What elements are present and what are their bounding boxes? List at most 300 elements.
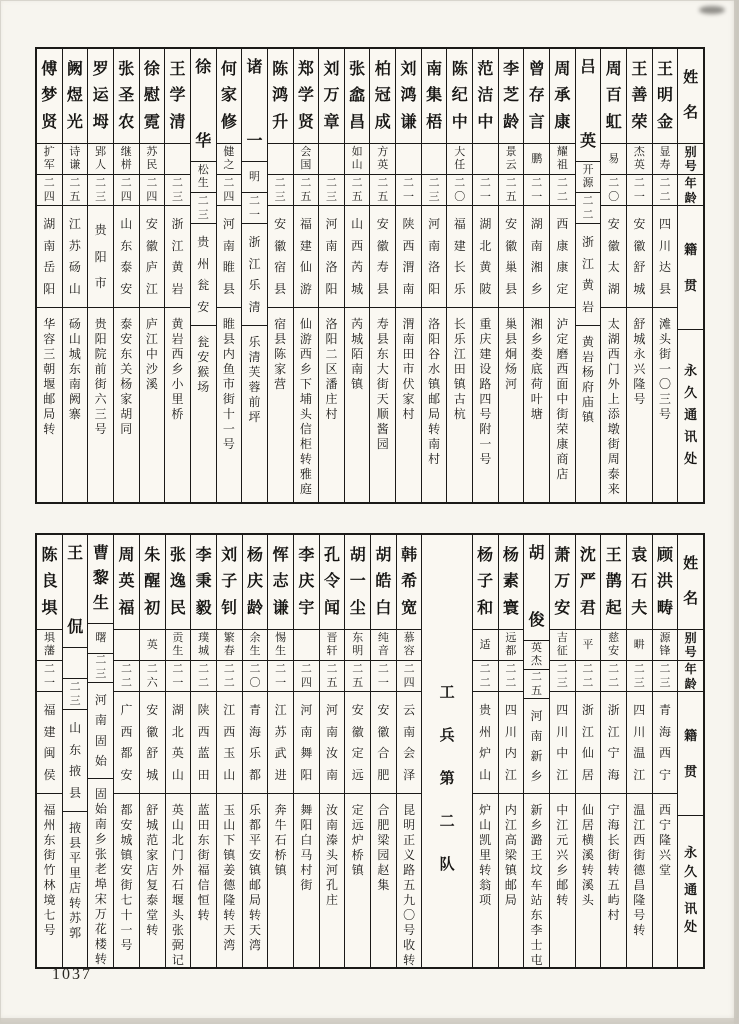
entry-column — [242, 535, 268, 967]
alias-cell: 如 山 — [345, 144, 370, 175]
native-place-cell: 云 南 会 泽 — [397, 692, 422, 794]
address-cell: 舒 城 范 家 店 复 泰 堂 转 — [146, 802, 159, 937]
name-cell: 杨 素 寰 — [499, 535, 524, 630]
entry-column — [267, 535, 293, 967]
address-cell: 芮 城 陌 南 镇 — [351, 316, 364, 391]
name-cell: 何 家 修 — [217, 49, 242, 144]
alias-cell: 慕 容 — [397, 630, 422, 661]
age-cell: 二 四 — [114, 175, 139, 206]
address-cell: 寿 县 东 大 街 天 顺 酱 园 — [376, 316, 389, 451]
native-place-cell: 浙 江 黄 岩 — [576, 224, 601, 326]
address-cell: 奔 牛 石 桥 镇 — [274, 802, 287, 877]
name-cell: 柏 冠 成 — [370, 49, 395, 144]
age-cell: 二 二 — [499, 661, 524, 692]
name-cell: 张 嵞 昌 — [345, 49, 370, 144]
native-place-cell: 贵 阳 市 — [88, 206, 113, 308]
alias-cell: 健 之 — [217, 144, 242, 175]
age-cell: 二 一 — [166, 661, 191, 692]
entry-column — [139, 535, 165, 967]
alias-cell: 方 英 — [370, 144, 395, 175]
alias-cell: 慈 安 — [601, 630, 626, 661]
alias-cell: 开 源 — [576, 162, 601, 193]
address-cell: 内 江 高 梁 镇 邮 局 — [504, 802, 517, 907]
address-cell: 中 江 元 兴 乡 邮 转 — [556, 802, 569, 907]
entry-column — [600, 49, 626, 502]
entry-column — [165, 535, 191, 967]
alias-cell: 英 — [140, 630, 165, 661]
age-cell: 二 一 — [371, 661, 396, 692]
native-place-cell: 西 康 康 定 — [550, 206, 575, 308]
entry-column — [318, 49, 344, 502]
entry-column — [113, 535, 139, 967]
entry-column — [472, 49, 498, 502]
address-cell: 掖 县 平 里 店 转 苏 郭 — [69, 820, 82, 940]
address-cell: 蓝 田 东 街 福 信 恒 转 — [197, 802, 210, 922]
alias-cell: 易 — [601, 144, 626, 175]
alias-cell: 明 — [242, 162, 267, 193]
name-cell: 杨 庆 龄 — [243, 535, 268, 630]
age-cell: 二 一 — [242, 193, 267, 224]
native-place-cell: 山 东 掖 县 — [63, 710, 88, 812]
age-cell: 二 〇 — [243, 661, 268, 692]
age-cell: 二 五 — [320, 661, 345, 692]
entry-column — [139, 49, 165, 502]
native-place-cell: 浙 江 黄 岩 — [165, 206, 190, 308]
native-place-cell: 河 南 睢 县 — [217, 206, 242, 308]
address-cell: 定 远 炉 桥 镇 — [351, 802, 364, 877]
native-place-cell: 陕 西 渭 南 — [396, 206, 421, 308]
alias-cell: 郢 人 — [88, 144, 113, 175]
entry-column — [652, 49, 678, 502]
address-cell: 宁 海 长 街 转 五 屿 村 — [607, 802, 620, 922]
address-cell: 太 湖 西 门 外 上 添 墩 街 周 泰 来 — [607, 316, 620, 496]
age-cell: 二 五 — [499, 175, 524, 206]
alias-cell — [114, 630, 139, 661]
native-place-cell: 安 徽 太 湖 — [601, 206, 626, 308]
name-cell: 刘 万 章 — [319, 49, 344, 144]
age-cell: 二 四 — [140, 175, 165, 206]
native-place-cell: 陕 西 蓝 田 — [191, 692, 216, 794]
address-cell: 乐 都 平 安 镇 邮 局 转 天 湾 — [248, 802, 261, 952]
age-cell: 二 一 — [396, 175, 421, 206]
name-cell: 傅 梦 贤 — [37, 49, 62, 144]
header-age: 年 龄 — [678, 661, 703, 692]
address-cell: 睢 县 内 鱼 市 街 十 一 号 — [222, 316, 235, 451]
alias-cell: 曙 — [88, 624, 113, 653]
alias-cell — [165, 144, 190, 175]
native-place-cell: 安 徽 合 肥 — [371, 692, 396, 794]
alias-cell: 适 — [473, 630, 498, 661]
entry-column — [652, 535, 678, 967]
name-cell: 阙 煜 光 — [63, 49, 88, 144]
address-cell: 砀 山 城 东 南 阙 寨 — [68, 316, 81, 421]
name-cell: 周 承 康 — [550, 49, 575, 144]
entry-column — [113, 49, 139, 502]
name-cell: 王 善 荣 — [627, 49, 652, 144]
alias-cell — [422, 144, 447, 175]
name-cell: 李 秉 毅 — [191, 535, 216, 630]
entry-column — [523, 49, 549, 502]
native-place-cell: 湖 北 英 山 — [166, 692, 191, 794]
alias-cell: 晋 轩 — [320, 630, 345, 661]
address-cell: 黄 岩 杨 府 庙 镇 — [582, 334, 595, 424]
native-place-cell: 河 南 固 始 — [88, 683, 113, 779]
native-place-cell: 安 徽 巢 县 — [499, 206, 524, 308]
age-cell: 二 三 — [63, 679, 88, 710]
entry-column — [575, 535, 601, 967]
page-number: 1037 — [52, 966, 92, 983]
section-divider-column — [421, 535, 471, 967]
native-place-cell: 四 川 温 江 — [627, 692, 652, 794]
name-cell: 杨 子 和 — [473, 535, 498, 630]
name-cell: 胡 皓 白 — [371, 535, 396, 630]
header-column — [677, 535, 703, 967]
address-cell: 滩 头 街 一 〇 三 号 — [659, 316, 672, 421]
age-cell: 二 二 — [191, 661, 216, 692]
entry-column — [241, 49, 267, 502]
age-cell: 二 三 — [191, 193, 216, 224]
native-place-cell: 河 南 洛 阳 — [422, 206, 447, 308]
name-cell: 刘 鸿 谦 — [396, 49, 421, 144]
native-place-cell: 福 建 长 乐 — [447, 206, 472, 308]
age-cell: 二 四 — [37, 175, 62, 206]
entry-column — [190, 49, 216, 502]
alias-cell: 远 都 — [499, 630, 524, 661]
age-cell: 二 一 — [473, 175, 498, 206]
native-place-cell: 河 南 汝 南 — [320, 692, 345, 794]
name-cell: 朱 醒 初 — [140, 535, 165, 630]
alias-cell: 会 国 — [294, 144, 319, 175]
name-cell: 萧 万 安 — [550, 535, 575, 630]
native-place-cell: 湖 南 岳 阳 — [37, 206, 62, 308]
address-cell: 新 乡 潞 王 坟 车 站 东 李 士 屯 — [530, 802, 543, 967]
alias-cell — [294, 630, 319, 661]
header-age: 年 龄 — [678, 175, 703, 206]
age-cell: 二 三 — [88, 654, 113, 683]
native-place-cell: 四 川 达 县 — [653, 206, 678, 308]
alias-cell: 鹏 — [524, 144, 549, 175]
header-address: 永 久 通 讯 处 — [684, 845, 698, 934]
header-alias: 别 号 — [678, 630, 703, 661]
age-cell: 二 五 — [294, 175, 319, 206]
alias-cell: 松 生 — [191, 162, 216, 193]
name-cell: 张 圣 农 — [114, 49, 139, 144]
name-cell: 曾 存 言 — [524, 49, 549, 144]
name-cell: 顾 洪 畴 — [653, 535, 678, 630]
address-cell: 宿 县 陈 家 营 — [274, 316, 287, 391]
entry-column — [62, 535, 88, 967]
name-cell: 陈 纪 中 — [447, 49, 472, 144]
native-place-cell: 河 南 舞 阳 — [294, 692, 319, 794]
name-cell: 诸 一 — [242, 49, 267, 162]
entry-column — [370, 535, 396, 967]
age-cell: 二 五 — [370, 175, 395, 206]
alias-cell — [396, 144, 421, 175]
native-place-cell: 江 西 玉 山 — [217, 692, 242, 794]
native-place-cell: 安 徽 宿 县 — [268, 206, 293, 308]
address-cell: 福 州 东 街 竹 林 境 七 号 — [43, 802, 56, 937]
native-place-cell: 湖 南 湘 乡 — [524, 206, 549, 308]
entry-column — [267, 49, 293, 502]
native-place-cell: 江 苏 武 进 — [268, 692, 293, 794]
entry-column — [216, 49, 242, 502]
entry-column — [293, 535, 319, 967]
name-cell: 徐 华 — [191, 49, 216, 162]
entry-column — [498, 49, 524, 502]
alias-cell: 璞 城 — [191, 630, 216, 661]
address-cell: 庐 江 中 沙 溪 — [145, 316, 158, 391]
entry-column — [87, 535, 113, 967]
alias-cell — [319, 144, 344, 175]
age-cell: 二 二 — [653, 175, 678, 206]
alias-cell: 杰 英 — [627, 144, 652, 175]
name-cell: 王 明 金 — [653, 49, 678, 144]
alias-cell: 埧 藩 — [37, 630, 62, 661]
entry-column — [37, 49, 62, 502]
entry-column — [396, 535, 422, 967]
alias-cell: 苏 民 — [140, 144, 165, 175]
address-cell: 汝 南 溱 头 河 孔 庄 — [326, 802, 339, 907]
address-cell: 玉 山 下 镇 姜 德 隆 转 天 湾 — [223, 802, 236, 952]
native-place-cell: 安 徽 舒 城 — [627, 206, 652, 308]
age-cell: 二 五 — [345, 175, 370, 206]
name-cell: 胡 俊 — [524, 535, 549, 641]
alias-cell — [63, 648, 88, 679]
alias-cell: 纯 音 — [371, 630, 396, 661]
alias-cell: 惕 生 — [268, 630, 293, 661]
entry-column — [37, 535, 62, 967]
entry-column — [293, 49, 319, 502]
address-cell: 温 江 西 街 德 昌 隆 号 转 — [633, 802, 646, 937]
age-cell: 二 二 — [576, 661, 601, 692]
native-place-cell: 贵 州 瓮 安 — [191, 224, 216, 326]
address-cell: 泰 安 东 关 杨 家 胡 同 — [120, 316, 133, 436]
native-place-cell: 贵 州 炉 山 — [473, 692, 498, 794]
entry-column — [319, 535, 345, 967]
entry-column — [395, 49, 421, 502]
header-alias: 别 号 — [678, 144, 703, 175]
name-cell: 郑 学 贤 — [294, 49, 319, 144]
name-cell: 王 侃 — [63, 535, 88, 648]
address-cell: 洛 阳 谷 水 镇 邮 局 转 南 村 — [428, 316, 441, 466]
address-cell: 乐 清 芙 蓉 前 坪 — [248, 334, 261, 424]
name-cell: 范 洁 中 — [473, 49, 498, 144]
entry-column — [446, 49, 472, 502]
age-cell: 二 四 — [217, 175, 242, 206]
name-cell: 陈 鸿 升 — [268, 49, 293, 144]
entry-column — [498, 535, 524, 967]
address-cell: 泸 定 磨 西 面 中 街 荣 康 商 店 — [556, 316, 569, 481]
age-cell: 二 一 — [627, 175, 652, 206]
native-place-cell: 安 徽 寿 县 — [370, 206, 395, 308]
address-cell: 仙 游 西 乡 下 埔 头 信 柜 转 雅 庭 — [299, 316, 312, 496]
age-cell: 二 二 — [473, 661, 498, 692]
address-cell: 黄 岩 西 乡 小 里 桥 — [171, 316, 184, 421]
address-cell: 昆 明 正 义 路 五 九 〇 号 收 转 — [403, 802, 416, 967]
native-place-cell: 江 苏 砀 山 — [63, 206, 88, 308]
age-cell: 二 一 — [37, 661, 62, 692]
native-place-cell: 河 南 新 乡 — [524, 699, 549, 794]
alias-cell: 源 锋 — [653, 630, 678, 661]
age-cell: 二 六 — [140, 661, 165, 692]
age-cell: 二 四 — [294, 661, 319, 692]
alias-cell: 英 杰 — [524, 641, 549, 670]
native-place-cell: 湖 北 黄 陂 — [473, 206, 498, 308]
age-cell: 二 三 — [319, 175, 344, 206]
address-cell: 舒 城 永 兴 隆 号 — [633, 316, 646, 406]
address-cell: 洛 阳 二 区 潘 庄 村 — [325, 316, 338, 421]
address-cell: 重 庆 建 设 路 四 号 附 一 号 — [479, 316, 492, 466]
header-native-place: 籍 贯 — [678, 692, 703, 816]
address-cell: 合 肥 梁 园 赵 集 — [377, 802, 390, 892]
age-cell: 二 一 — [524, 175, 549, 206]
name-cell: 南 集 梧 — [422, 49, 447, 144]
entry-column — [421, 49, 447, 502]
alias-cell: 畊 — [627, 630, 652, 661]
address-cell: 仙 居 横 溪 转 溪 头 — [581, 802, 594, 907]
native-place-cell: 四 川 内 江 — [499, 692, 524, 794]
name-cell: 胡 一 尘 — [345, 535, 370, 630]
native-place-cell: 浙 江 仙 居 — [576, 692, 601, 794]
native-place-cell: 山 东 泰 安 — [114, 206, 139, 308]
name-cell: 张 逸 民 — [166, 535, 191, 630]
address-cell: 长 乐 江 田 镇 古 杭 — [453, 316, 466, 421]
age-cell: 二 五 — [345, 661, 370, 692]
address-cell: 固 始 南 乡 张 老 埠 宋 万 花 楼 转 — [94, 787, 107, 967]
native-place-cell: 浙 江 乐 清 — [242, 224, 267, 326]
alias-cell: 诗 谦 — [63, 144, 88, 175]
native-place-cell: 山 西 芮 城 — [345, 206, 370, 308]
name-cell: 恽 志 谦 — [268, 535, 293, 630]
native-place-cell: 安 徽 庐 江 — [140, 206, 165, 308]
age-cell: 二 三 — [268, 175, 293, 206]
name-cell: 周 百 虹 — [601, 49, 626, 144]
entry-column — [164, 49, 190, 502]
alias-cell: 贡 生 — [166, 630, 191, 661]
alias-cell — [473, 144, 498, 175]
address-cell: 贵 阳 院 前 街 六 三 号 — [94, 316, 107, 436]
age-cell: 二 一 — [268, 661, 293, 692]
age-cell: 二 三 — [422, 175, 447, 206]
name-cell: 沈 严 君 — [576, 535, 601, 630]
address-cell: 巢 县 炯 炀 河 — [505, 316, 518, 391]
age-cell: 二 〇 — [601, 175, 626, 206]
entry-column — [626, 535, 652, 967]
alias-cell: 余 生 — [243, 630, 268, 661]
entry-column — [87, 49, 113, 502]
age-cell: 二 三 — [165, 175, 190, 206]
entry-column — [344, 535, 370, 967]
native-place-cell: 福 建 仙 游 — [294, 206, 319, 308]
address-cell: 西 宁 隆 兴 堂 — [658, 802, 671, 877]
address-cell: 舞 阳 白 马 村 街 — [300, 802, 313, 892]
age-cell: 二 〇 — [447, 175, 472, 206]
age-cell: 二 四 — [397, 661, 422, 692]
header-name: 姓 名 — [678, 49, 703, 144]
address-cell: 湘 乡 娄 底 荷 叶 塘 — [530, 316, 543, 421]
age-cell: 二 二 — [550, 175, 575, 206]
age-cell: 二 三 — [550, 661, 575, 692]
name-cell: 李 芝 龄 — [499, 49, 524, 144]
entry-column — [549, 49, 575, 502]
roster-table-top — [35, 47, 705, 504]
age-cell: 二 五 — [524, 670, 549, 699]
native-place-cell: 安 徽 舒 城 — [140, 692, 165, 794]
age-cell: 二 二 — [217, 661, 242, 692]
entry-column — [344, 49, 370, 502]
native-place-cell: 福 建 闽 侯 — [37, 692, 62, 794]
entry-column — [626, 49, 652, 502]
roster-table-bottom — [35, 533, 705, 969]
age-cell: 二 三 — [653, 661, 678, 692]
native-place-cell: 浙 江 宁 海 — [601, 692, 626, 794]
name-cell: 王 学 清 — [165, 49, 190, 144]
alias-cell: 景 云 — [499, 144, 524, 175]
entry-column — [62, 49, 88, 502]
address-cell: 华 容 三 朝 堰 邮 局 转 — [43, 316, 56, 436]
entry-column — [216, 535, 242, 967]
name-cell: 刘 子 钊 — [217, 535, 242, 630]
header-column — [677, 49, 703, 502]
name-cell: 罗 运 坶 — [88, 49, 113, 144]
age-cell: 二 二 — [601, 661, 626, 692]
alias-cell: 繁 春 — [217, 630, 242, 661]
entry-column — [575, 49, 601, 502]
alias-cell: 东 明 — [345, 630, 370, 661]
name-cell: 吕 英 — [576, 49, 601, 162]
header-native-place: 籍 贯 — [678, 206, 703, 330]
alias-cell: 耀 祖 — [550, 144, 575, 175]
name-cell: 曹 黎 生 — [88, 535, 113, 624]
header-address: 永 久 通 讯 处 — [684, 362, 698, 466]
address-cell: 瓮 安 猴 场 — [197, 334, 210, 394]
age-cell: 二 三 — [627, 661, 652, 692]
native-place-cell: 安 徽 定 远 — [345, 692, 370, 794]
age-cell: 二 二 — [114, 661, 139, 692]
native-place-cell: 河 南 洛 阳 — [319, 206, 344, 308]
name-cell: 王 鹊 起 — [601, 535, 626, 630]
section-label: 工 兵 第 二 队 — [439, 684, 455, 873]
address-cell: 都 安 城 镇 安 街 七 十 一 号 — [120, 802, 133, 952]
address-cell: 渭 南 田 市 伏 家 村 — [402, 316, 415, 421]
entry-column — [472, 535, 498, 967]
name-cell: 李 庆 宇 — [294, 535, 319, 630]
alias-cell: 扩 军 — [37, 144, 62, 175]
native-place-cell: 广 西 都 安 — [114, 692, 139, 794]
entry-column — [600, 535, 626, 967]
alias-cell: 显 寿 — [653, 144, 678, 175]
entry-column — [369, 49, 395, 502]
age-cell: 二 三 — [88, 175, 113, 206]
entry-column — [523, 535, 549, 967]
name-cell: 袁 石 夫 — [627, 535, 652, 630]
native-place-cell: 四 川 中 江 — [550, 692, 575, 794]
alias-cell: 大 任 — [447, 144, 472, 175]
alias-cell — [268, 144, 293, 175]
native-place-cell: 青 海 西 宁 — [653, 692, 678, 794]
entry-column — [190, 535, 216, 967]
address-cell: 英 山 北 门 外 石 堰 头 张 弼 记 — [171, 802, 184, 967]
name-cell: 韩 希 宽 — [397, 535, 422, 630]
name-cell: 周 英 福 — [114, 535, 139, 630]
native-place-cell: 青 海 乐 都 — [243, 692, 268, 794]
alias-cell: 平 — [576, 630, 601, 661]
name-cell: 孔 令 闻 — [320, 535, 345, 630]
entry-column — [549, 535, 575, 967]
name-cell: 徐 慰 霓 — [140, 49, 165, 144]
alias-cell: 继 栟 — [114, 144, 139, 175]
name-cell: 陈 良 埧 — [37, 535, 62, 630]
